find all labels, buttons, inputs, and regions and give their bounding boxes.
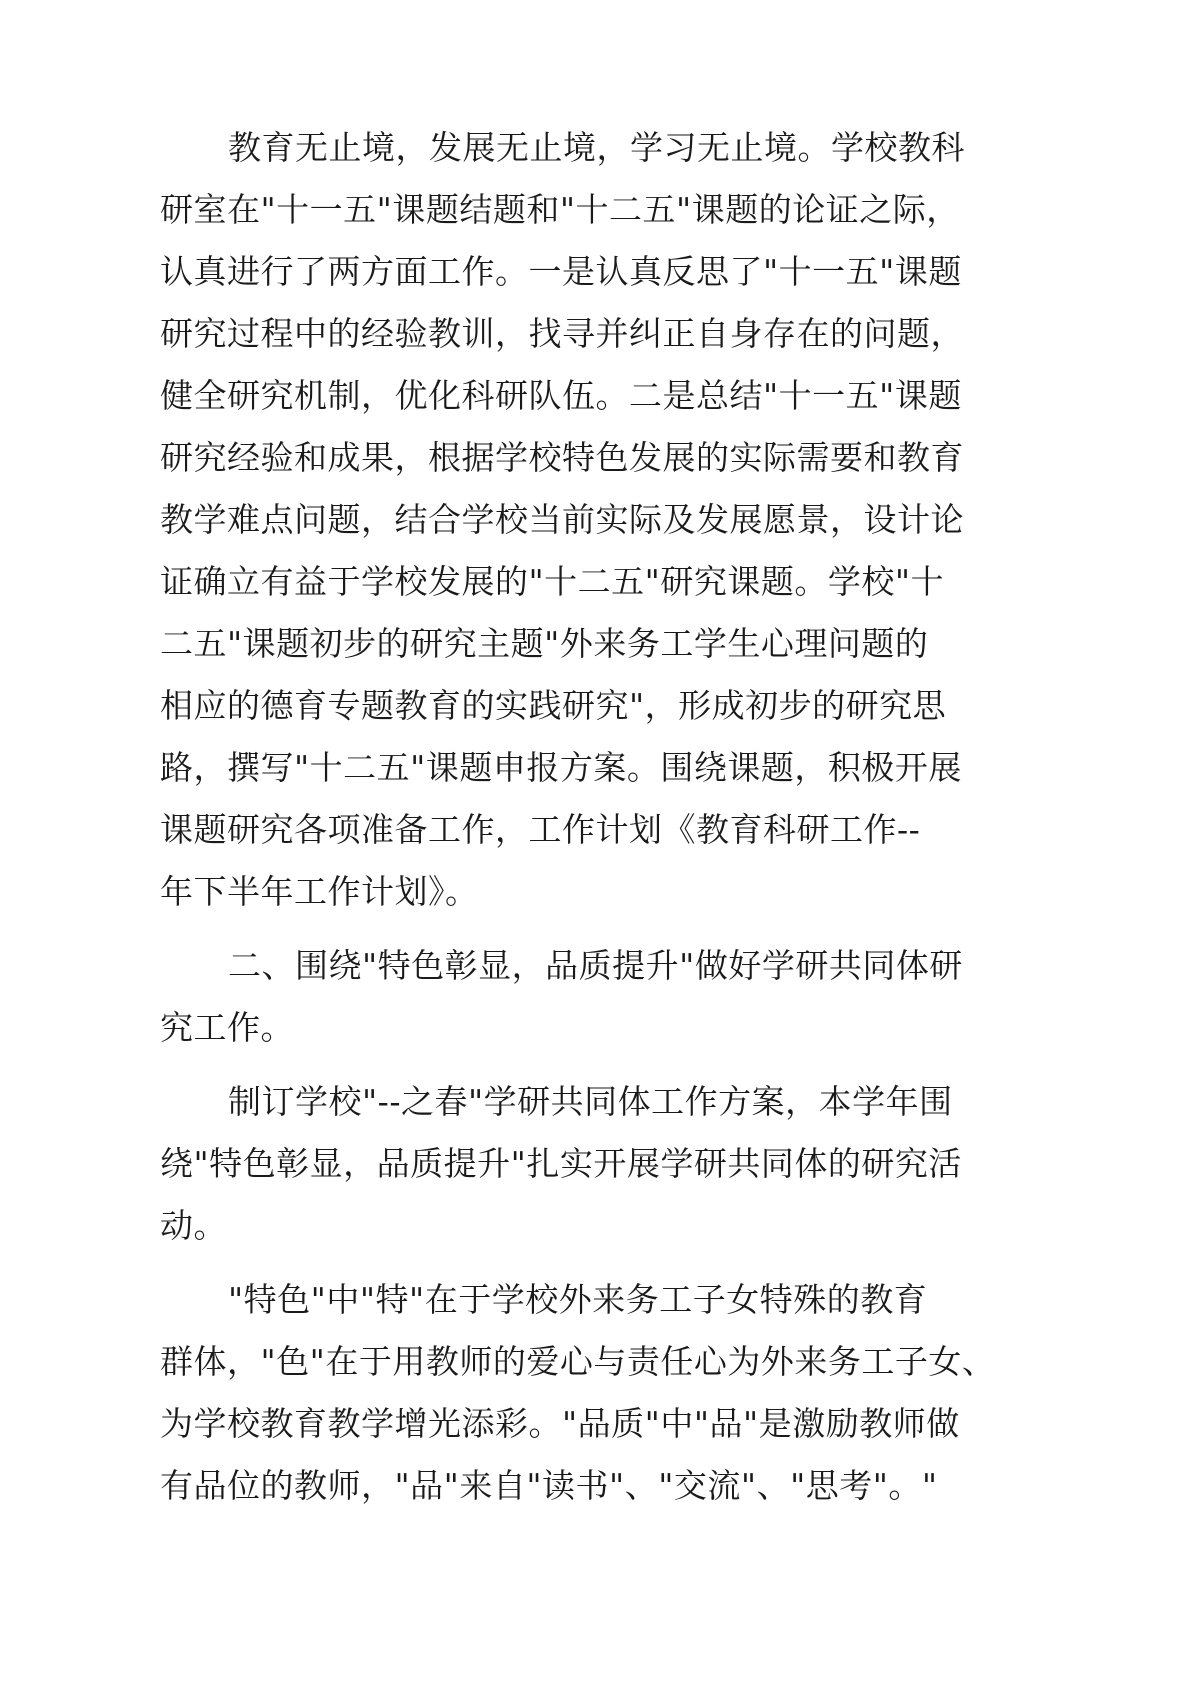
- text-line: 二五"课题初步的研究主题"外来务工学生心理问题的: [160, 624, 929, 663]
- text-line: 为学校教育教学增光添彩。"品质"中"品"是激励教师做: [160, 1404, 960, 1443]
- text-line: 认真进行了两方面工作。一是认真反思了"十一五"课题: [160, 252, 962, 291]
- paragraph-3: [160, 1071, 990, 1257]
- paragraph-1: [160, 117, 990, 923]
- text-line: "特色"中"特"在于学校外来务工子女特殊的教育: [228, 1280, 928, 1319]
- paragraph-4: [160, 1269, 996, 1517]
- text-line: 相应的德育专题教育的实践研究"，形成初步的研究思: [160, 686, 947, 725]
- text-line: 究工作。: [160, 1008, 294, 1047]
- text-line: 课题研究各项准备工作，工作计划《教育科研工作--: [160, 810, 921, 849]
- text-line: 路，撰写"十二五"课题申报方案。围绕课题，积极开展: [160, 748, 962, 787]
- document-body: [160, 117, 996, 1529]
- text-line: 动。: [160, 1206, 227, 1245]
- text-line: 群体，"色"在于用教师的爱心与责任心为外来务工子女、: [160, 1342, 996, 1381]
- text-line: 有品位的教师，"品"来自"读书"、"交流"、"思考"。": [160, 1466, 938, 1505]
- text-line: 健全研究机制，优化科研队伍。二是总结"十一五"课题: [160, 376, 962, 415]
- text-line: 教育无止境，发展无止境，学习无止境。学校教科: [228, 128, 965, 167]
- paragraph-2-heading: [160, 935, 990, 1059]
- text-line: 绕"特色彰显，品质提升"扎实开展学研共同体的研究活: [160, 1144, 962, 1183]
- text-line: 证确立有益于学校发展的"十二五"研究课题。学校"十: [160, 562, 945, 601]
- text-line: 研究经验和成果，根据学校特色发展的实际需要和教育: [160, 438, 964, 477]
- text-line: 制订学校"--之春"学研共同体工作方案，本学年围: [228, 1082, 953, 1121]
- text-line: 年下半年工作计划》。: [160, 872, 479, 911]
- text-line: 教学难点问题，结合学校当前实际及发展愿景，设计论: [160, 500, 964, 539]
- text-line: 研究过程中的经验教训，找寻并纠正自身存在的问题，: [160, 314, 964, 353]
- text-line: 二、围绕"特色彰显，品质提升"做好学研共同体研: [228, 946, 963, 985]
- text-line: 研室在"十一五"课题结题和"十二五"课题的论证之际，: [160, 190, 960, 229]
